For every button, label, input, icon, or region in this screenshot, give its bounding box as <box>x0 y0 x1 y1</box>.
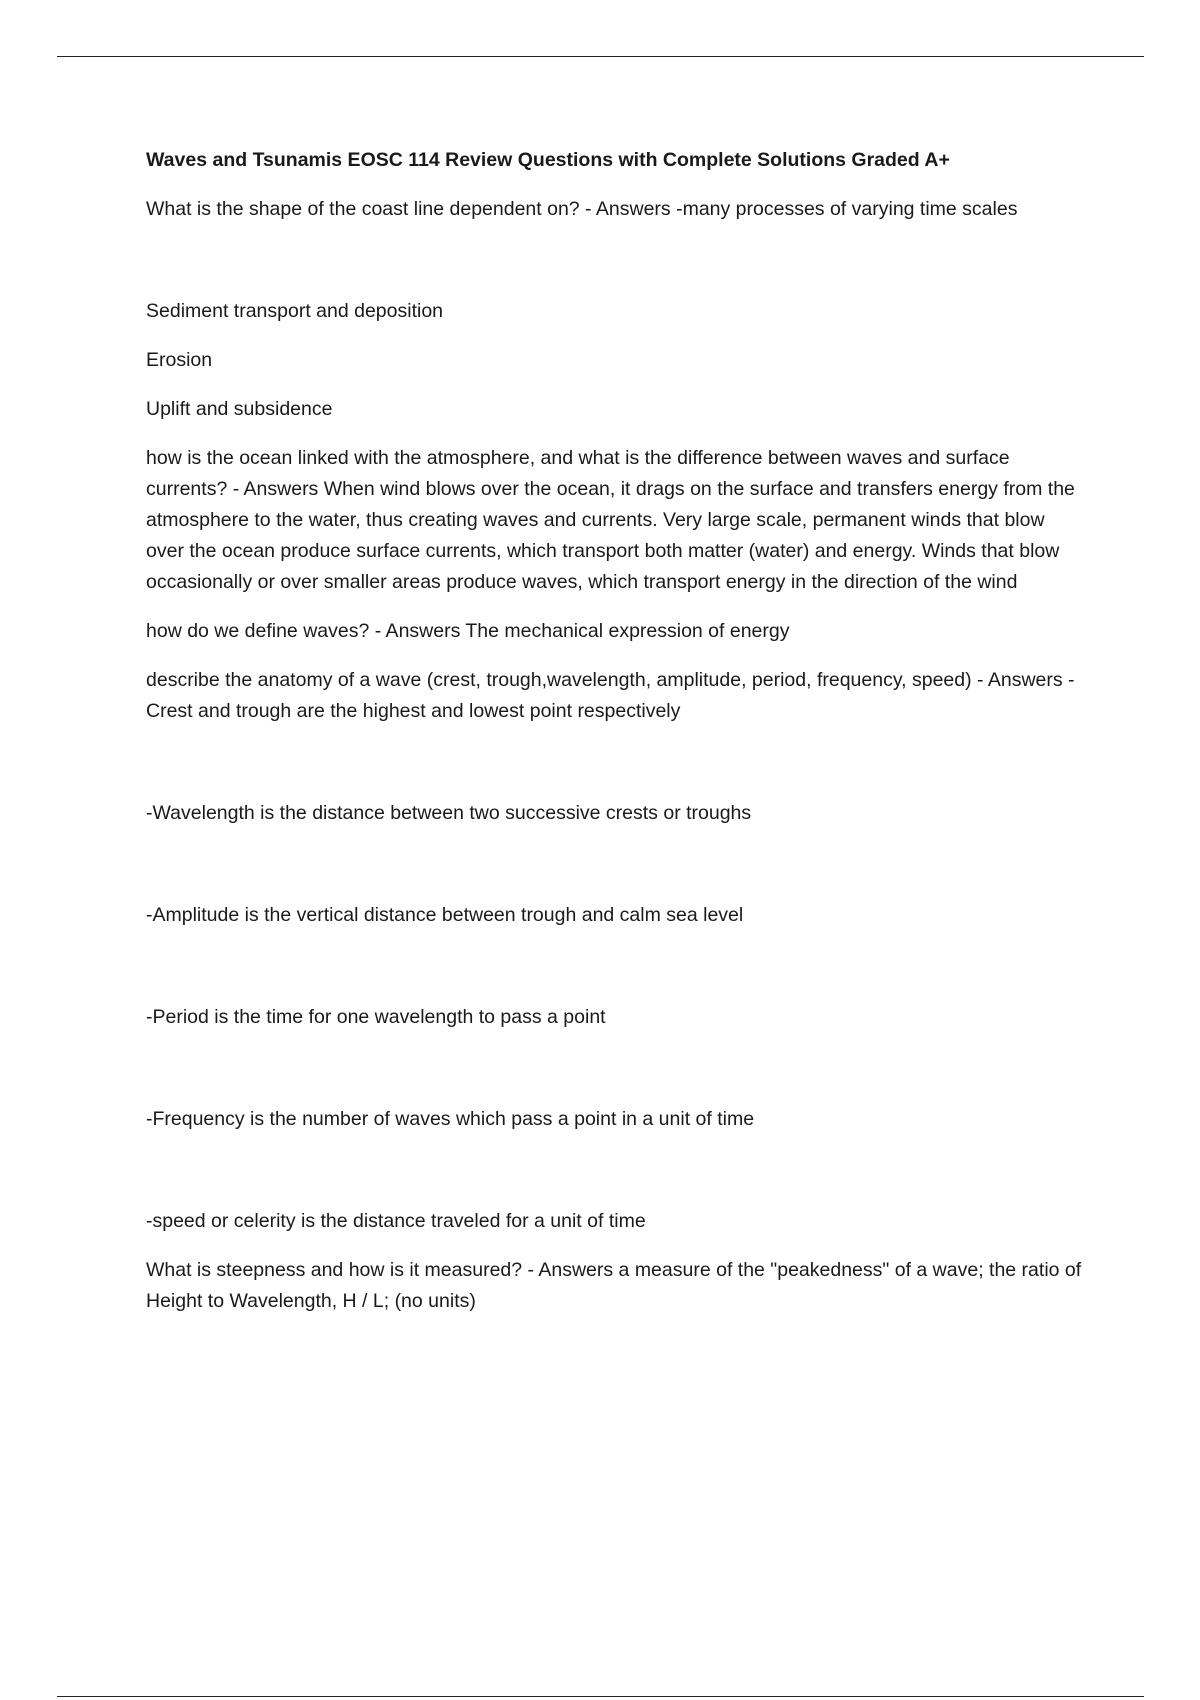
question-wave-anatomy: describe the anatomy of a wave (crest, trough,wavelength, amplitude, period, frequency, speed) - Answers -Crest and trough are the highest and lowest point respectively <box>146 669 1075 722</box>
answer-item-speed: -speed or celerity is the distance traveled for a unit of time <box>146 1210 646 1232</box>
answer-item-uplift: Uplift and subsidence <box>146 398 333 420</box>
document-title: Waves and Tsunamis EOSC 114 Review Questions with Complete Solutions Graded A+ <box>146 149 950 171</box>
answer-item-erosion: Erosion <box>146 349 213 371</box>
question-define-waves: how do we define waves? - Answers The mechanical expression of energy <box>146 620 790 642</box>
answer-item-amplitude: -Amplitude is the vertical distance between trough and calm sea level <box>146 904 744 926</box>
answer-item-period: -Period is the time for one wavelength to pass a point <box>146 1006 606 1028</box>
question-steepness: What is steepness and how is it measured? - Answers a measure of the "peakedness" of a wave; the ratio of Height to Wavelength, H / L; (no units) <box>146 1259 1082 1312</box>
question-coastline: What is the shape of the coast line dependent on? - Answers -many processes of varying time scales <box>146 198 1018 220</box>
answer-item-sediment: Sediment transport and deposition <box>146 300 444 322</box>
top-rule <box>57 56 1144 57</box>
question-ocean-atmosphere: how is the ocean linked with the atmosphere, and what is the difference between waves and surface currents? - Answers When wind blows over the ocean, it drags on the surface and transfers energy from the atmosphere to the water, thus creating waves and currents. Very large scale, permanent winds that blow over the ocean produce surface currents, which transport both matter (water) and energy. Winds that blow occasionally or over smaller areas produce waves, which transport energy in the direction of the wind <box>146 447 1075 593</box>
document-body <box>146 145 1086 1337</box>
answer-item-frequency: -Frequency is the number of waves which pass a point in a unit of time <box>146 1108 755 1130</box>
answer-item-wavelength: -Wavelength is the distance between two successive crests or troughs <box>146 802 752 824</box>
bottom-rule <box>57 1696 1144 1697</box>
